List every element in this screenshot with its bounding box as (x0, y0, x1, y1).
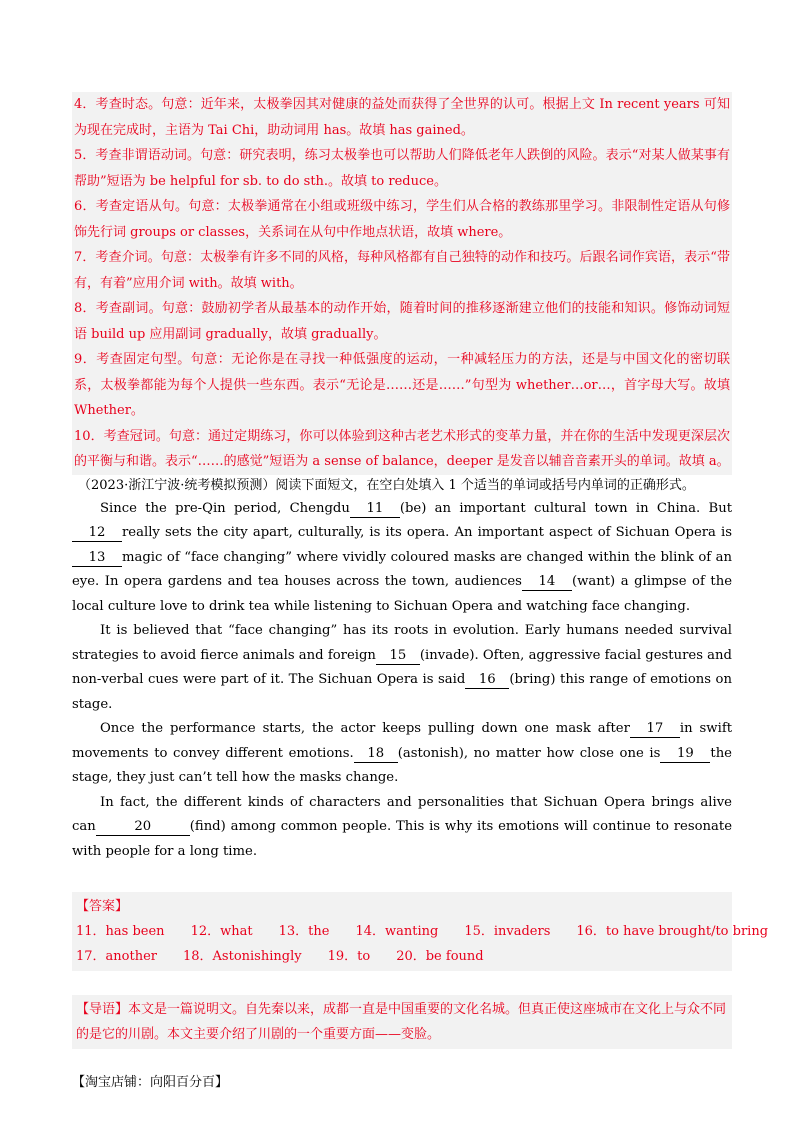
explanation-9: 9．考查固定句型。句意：无论你是在寻找一种低强度的运动，一种减轻压力的方法，还是与中国文化的密切联系，太极拳都能为每个人提供一些东西。表示“无论是……还是……”句型为 whether…or…，首字母大写。故填 Whether。 (74, 352, 730, 418)
blank-18: 18 (354, 746, 398, 763)
answer-item: 14．wanting (355, 924, 439, 939)
passage-text: really sets the city apart, culturally, is its opera. An important aspect of Sichuan Opera is (122, 525, 732, 540)
blank-11: 11 (350, 501, 400, 518)
passage-text: (find) among common people. This is why its emotions will continue to resonate with people for a long time. (72, 819, 732, 859)
explanations-block (72, 92, 732, 475)
blank-13: 13 (72, 550, 122, 567)
passage-text: It is believed that “face changing” has its roots in evolution. Early humans needed survival strategies to avoid fierce animals and foreign (72, 623, 732, 663)
explanation-5: 5．考查非谓语动词。句意：研究表明，练习太极拳也可以帮助人们降低老年人跌倒的风险。表示“对某人做某事有帮助”短语为 be helpful for sb. to do sth.。故填 to reduce。 (74, 148, 730, 189)
answer-item: 19．to (327, 949, 371, 964)
answer-item: 16．to have brought/to bring (576, 924, 769, 939)
answer-item: 18．Astonishingly (183, 949, 302, 964)
explanation-8: 8．考查副词。句意：鼓励初学者从最基本的动作开始，随着时间的推移逐渐建立他们的技能和知识。修饰动词短语 build up 应用副词 gradually，故填 gradually。 (74, 301, 730, 342)
reading-passage (72, 497, 732, 865)
explanation-10: 10．考查冠词。句意：通过定期练习，你可以体验到这种古老艺术形式的变革力量，并在你的生活中发现更深层次的平衡与和谐。表示“……的感觉”短语为 a sense of balance，deeper 是发音以辅音音素开头的单词。故填 a。 (74, 428, 730, 469)
answer-item: 15．invaders (464, 924, 551, 939)
passage-paragraph-2 (72, 619, 732, 717)
answer-item: 13．the (278, 924, 330, 939)
blank-15: 15 (376, 648, 420, 665)
answer-title: 【答案】 (76, 899, 129, 914)
answer-item: 17．another (76, 949, 157, 964)
blank-12: 12 (72, 525, 122, 542)
passage-text: in swift movements to convey different emotions. (72, 721, 732, 761)
passage-text: (invade). Often, aggressive facial gestures and non-verbal cues were part of it. The Sichuan Opera is said (72, 647, 732, 687)
passage-text: magic of “face changing” where vividly coloured masks are changed within the blink of an eye. In opera gardens and tea houses across the town, audiences (72, 549, 732, 589)
passage-text: Since the pre-Qin period, Chengdu (100, 500, 350, 516)
answer-block (72, 892, 769, 971)
answer-item: 11．has been (76, 924, 165, 939)
answer-row-1 (76, 919, 769, 944)
footer-shop-label: 【淘宝店铺：向阳百分百】 (72, 1075, 229, 1090)
explanation-7: 7．考查介词。句意：太极拳有许多不同的风格，每种风格都有自己独特的动作和技巧。后跟名词作宾语，表示“带有，有着”应用介词 with。故填 with。 (74, 250, 730, 291)
guide-block (72, 995, 732, 1049)
passage-paragraph-3 (72, 717, 732, 791)
blank-20: 20 (96, 819, 190, 836)
passage-paragraph-1 (72, 497, 732, 620)
passage-text: In fact, the different kinds of characters and personalities that Sichuan Opera brings alive can (72, 794, 732, 834)
answer-item: 12．what (190, 924, 253, 939)
blank-17: 17 (630, 721, 680, 738)
answer-row-2 (76, 944, 728, 969)
blank-14: 14 (522, 574, 572, 591)
passage-paragraph-4 (72, 791, 732, 865)
answer-item: 20．be found (396, 949, 484, 964)
guide-text: 【导语】本文是一篇说明文。自先秦以来，成都一直是中国重要的文化名城。但真正使这座城市在文化上与众不同的是它的川剧。本文主要介绍了川剧的一个重要方面——变脸。 (76, 1002, 727, 1042)
page-content (72, 92, 769, 1049)
explanation-6: 6．考查定语从句。句意：太极拳通常在小组或班级中练习，学生们从合格的教练那里学习。非限制性定语从句修饰先行词 groups or classes，关系词在从句中作地点状语，故填 where。 (74, 199, 730, 240)
passage-text: the stage, they just can’t tell how the masks change. (72, 745, 732, 785)
passage-text: (astonish), no matter how close one is (397, 745, 661, 761)
passage-text: (want) a glimpse of the local culture love to drink tea while listening to Sichuan Opera and watching face changing. (72, 574, 732, 614)
passage-text: Once the performance starts, the actor keeps pulling down one mask after (100, 721, 630, 736)
passage-text: (bring) this range of emotions on stage. (72, 672, 732, 712)
blank-16: 16 (465, 672, 509, 689)
explanation-4: 4．考查时态。句意：近年来，太极拳因其对健康的益处而获得了全世界的认可。根据上文 In recent years 可知为现在完成时，主语为 Tai Chi，助动词用 has。故填 has gained。 (74, 97, 730, 138)
blank-19: 19 (660, 746, 710, 763)
passage-text: (be) an important cultural town in China. But (399, 500, 732, 516)
question-source: （2023·浙江宁波·统考模拟预测）阅读下面短文，在空白处填入 1 个适当的单词或括号内单词的正确形式。 (78, 477, 695, 493)
